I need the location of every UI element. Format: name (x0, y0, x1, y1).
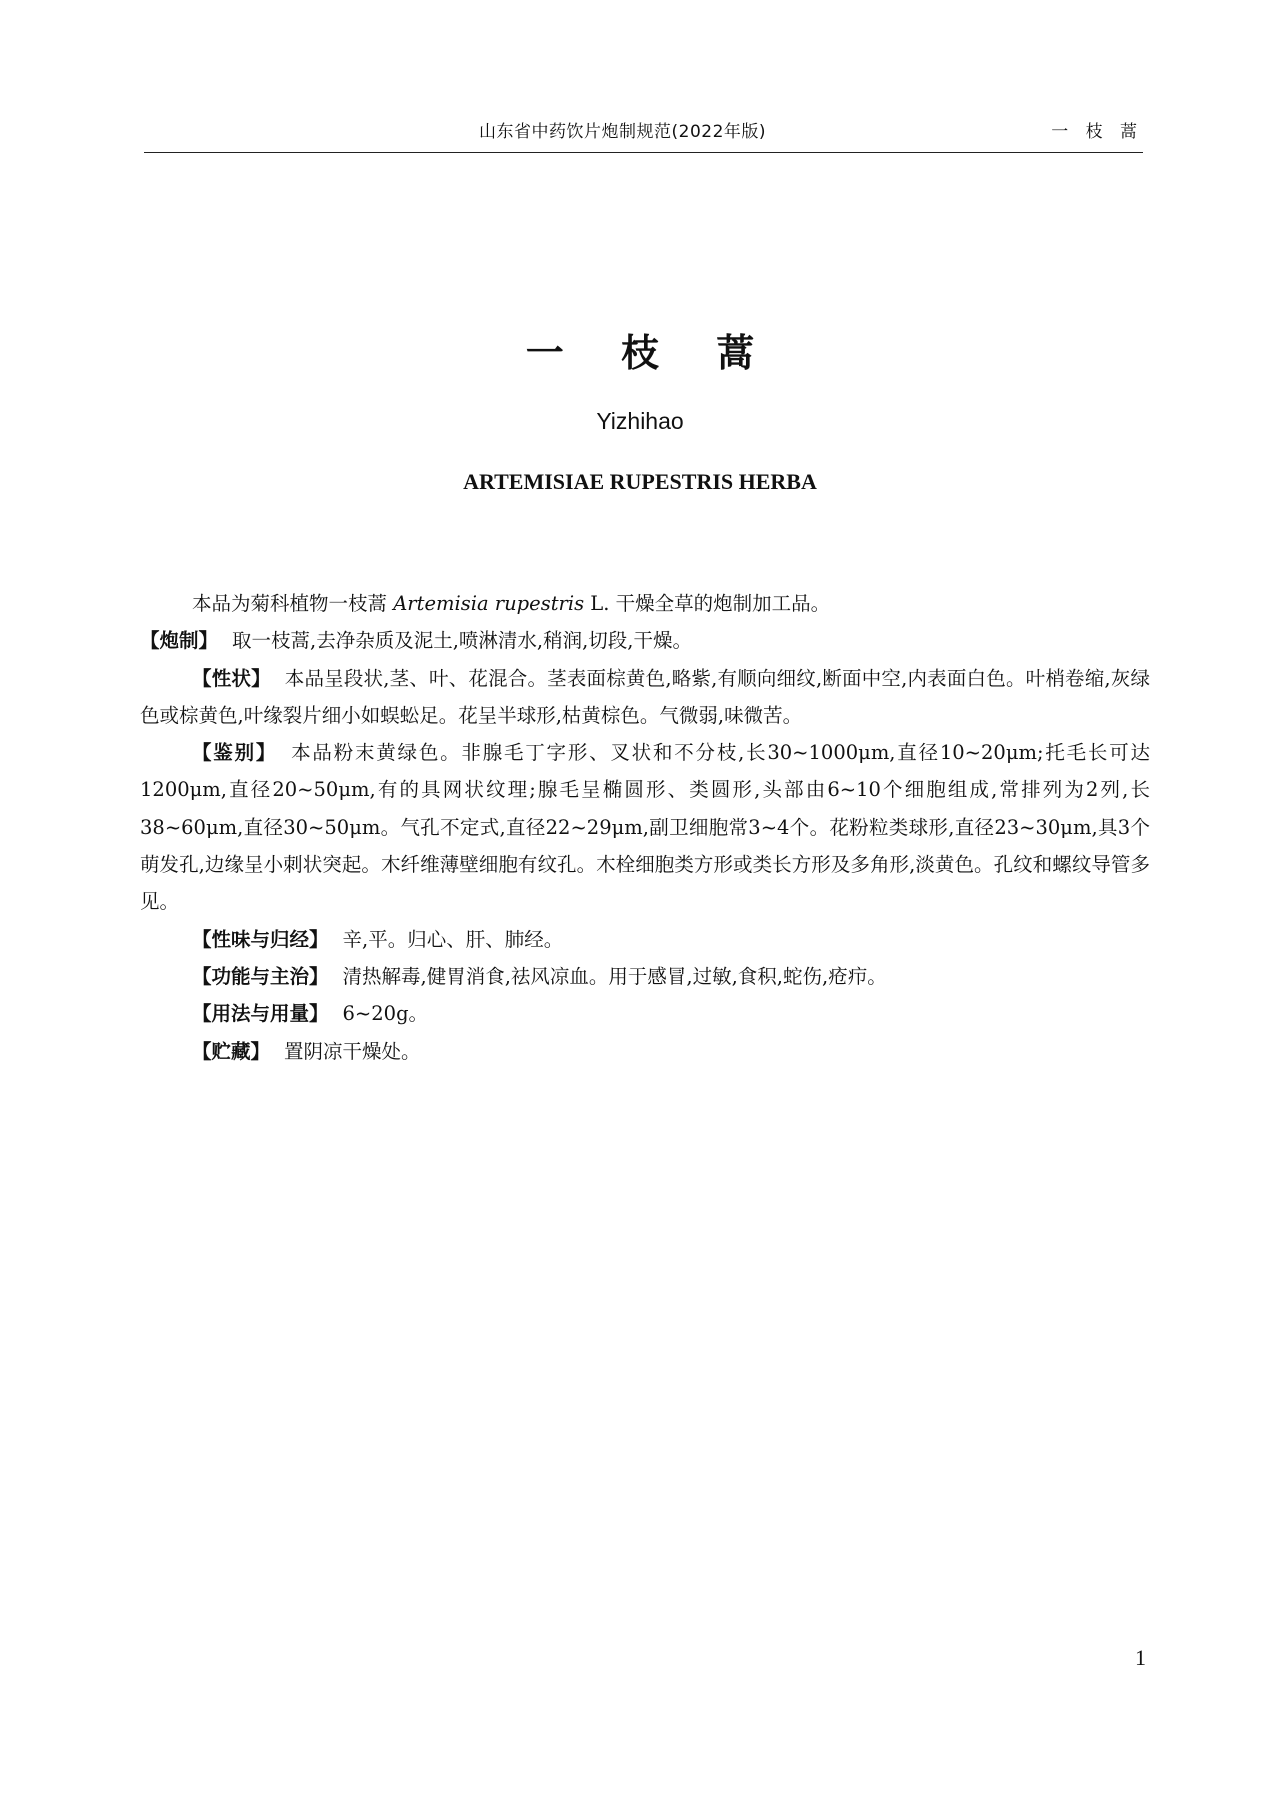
section-label: 【炮制】 (140, 629, 219, 653)
section-identification (140, 734, 1150, 920)
section-label: 【鉴别】 (192, 741, 278, 765)
section-functions-indications (140, 958, 1150, 995)
intro-text-before: 本品为菊科植物一枝蒿 (192, 592, 388, 615)
section-label: 【功能与主治】 (192, 964, 329, 988)
header-entry-title: 一 枝 蒿 (1051, 122, 1143, 142)
entry-latin-name: ARTEMISIAE RUPESTRIS HERBA (463, 469, 817, 494)
section-label: 【用法与用量】 (192, 1002, 329, 1026)
section-text: 6~20g。 (342, 1002, 429, 1026)
entry-body (140, 585, 1150, 1070)
intro-paragraph (140, 585, 1150, 622)
section-text: 清热解毒,健胃消食,祛风凉血。用于感冒,过敏,食积,蛇伤,疮疖。 (342, 964, 887, 988)
section-description (140, 660, 1150, 735)
entry-pinyin: Yizhihao (596, 408, 684, 434)
intro-latin-species: Artemisia rupestris (393, 592, 585, 615)
section-label: 【贮藏】 (192, 1039, 271, 1063)
section-text: 置阴凉干燥处。 (284, 1039, 421, 1063)
section-label: 【性味与归经】 (192, 927, 329, 951)
section-label: 【性状】 (192, 666, 271, 690)
entry-title: 一 枝 蒿 (525, 331, 777, 375)
section-usage-dosage (140, 995, 1150, 1032)
book-title: 山东省中药饮片炮制规范(2022年版) (479, 122, 767, 142)
intro-text-after: L. 干燥全草的炮制加工品。 (584, 592, 831, 615)
section-text: 本品呈段状,茎、叶、花混合。茎表面棕黄色,略紫,有顺向细纹,断面中空,内表面白色。叶梢卷缩,灰绿色或棕黄色,叶缘裂片细小如蜈蚣足。花呈半球形,枯黄棕色。气微弱,味微苦。 (140, 666, 1150, 727)
page-number: 1 (1135, 1645, 1146, 1670)
section-text: 辛,平。归心、肝、肺经。 (342, 927, 564, 951)
section-text: 取一枝蒿,去净杂质及泥土,喷淋清水,稍润,切段,干燥。 (232, 629, 693, 653)
section-processing (140, 622, 1150, 659)
running-header (144, 112, 1143, 153)
section-nature-meridian (140, 921, 1150, 958)
section-storage (140, 1033, 1150, 1070)
section-text: 本品粉末黄绿色。非腺毛丁字形、叉状和不分枝,长30~1000μm,直径10~20μm;托毛长可达1200μm,直径20~50μm,有的具网状纹理;腺毛呈椭圆形、类圆形,头部由6~10个细胞组成,常排列为2列,长38~60μm,直径30~50μm。气孔不定式,直径22~29μm,副卫细胞常3~4个。花粉粒类球形,直径23~30μm,具3个萌发孔,边缘呈小刺状突起。木纤维薄壁细胞有纹孔。木栓细胞类方形或类长方形及多角形,淡黄色。孔纹和螺纹导管多见。 (140, 741, 1150, 914)
